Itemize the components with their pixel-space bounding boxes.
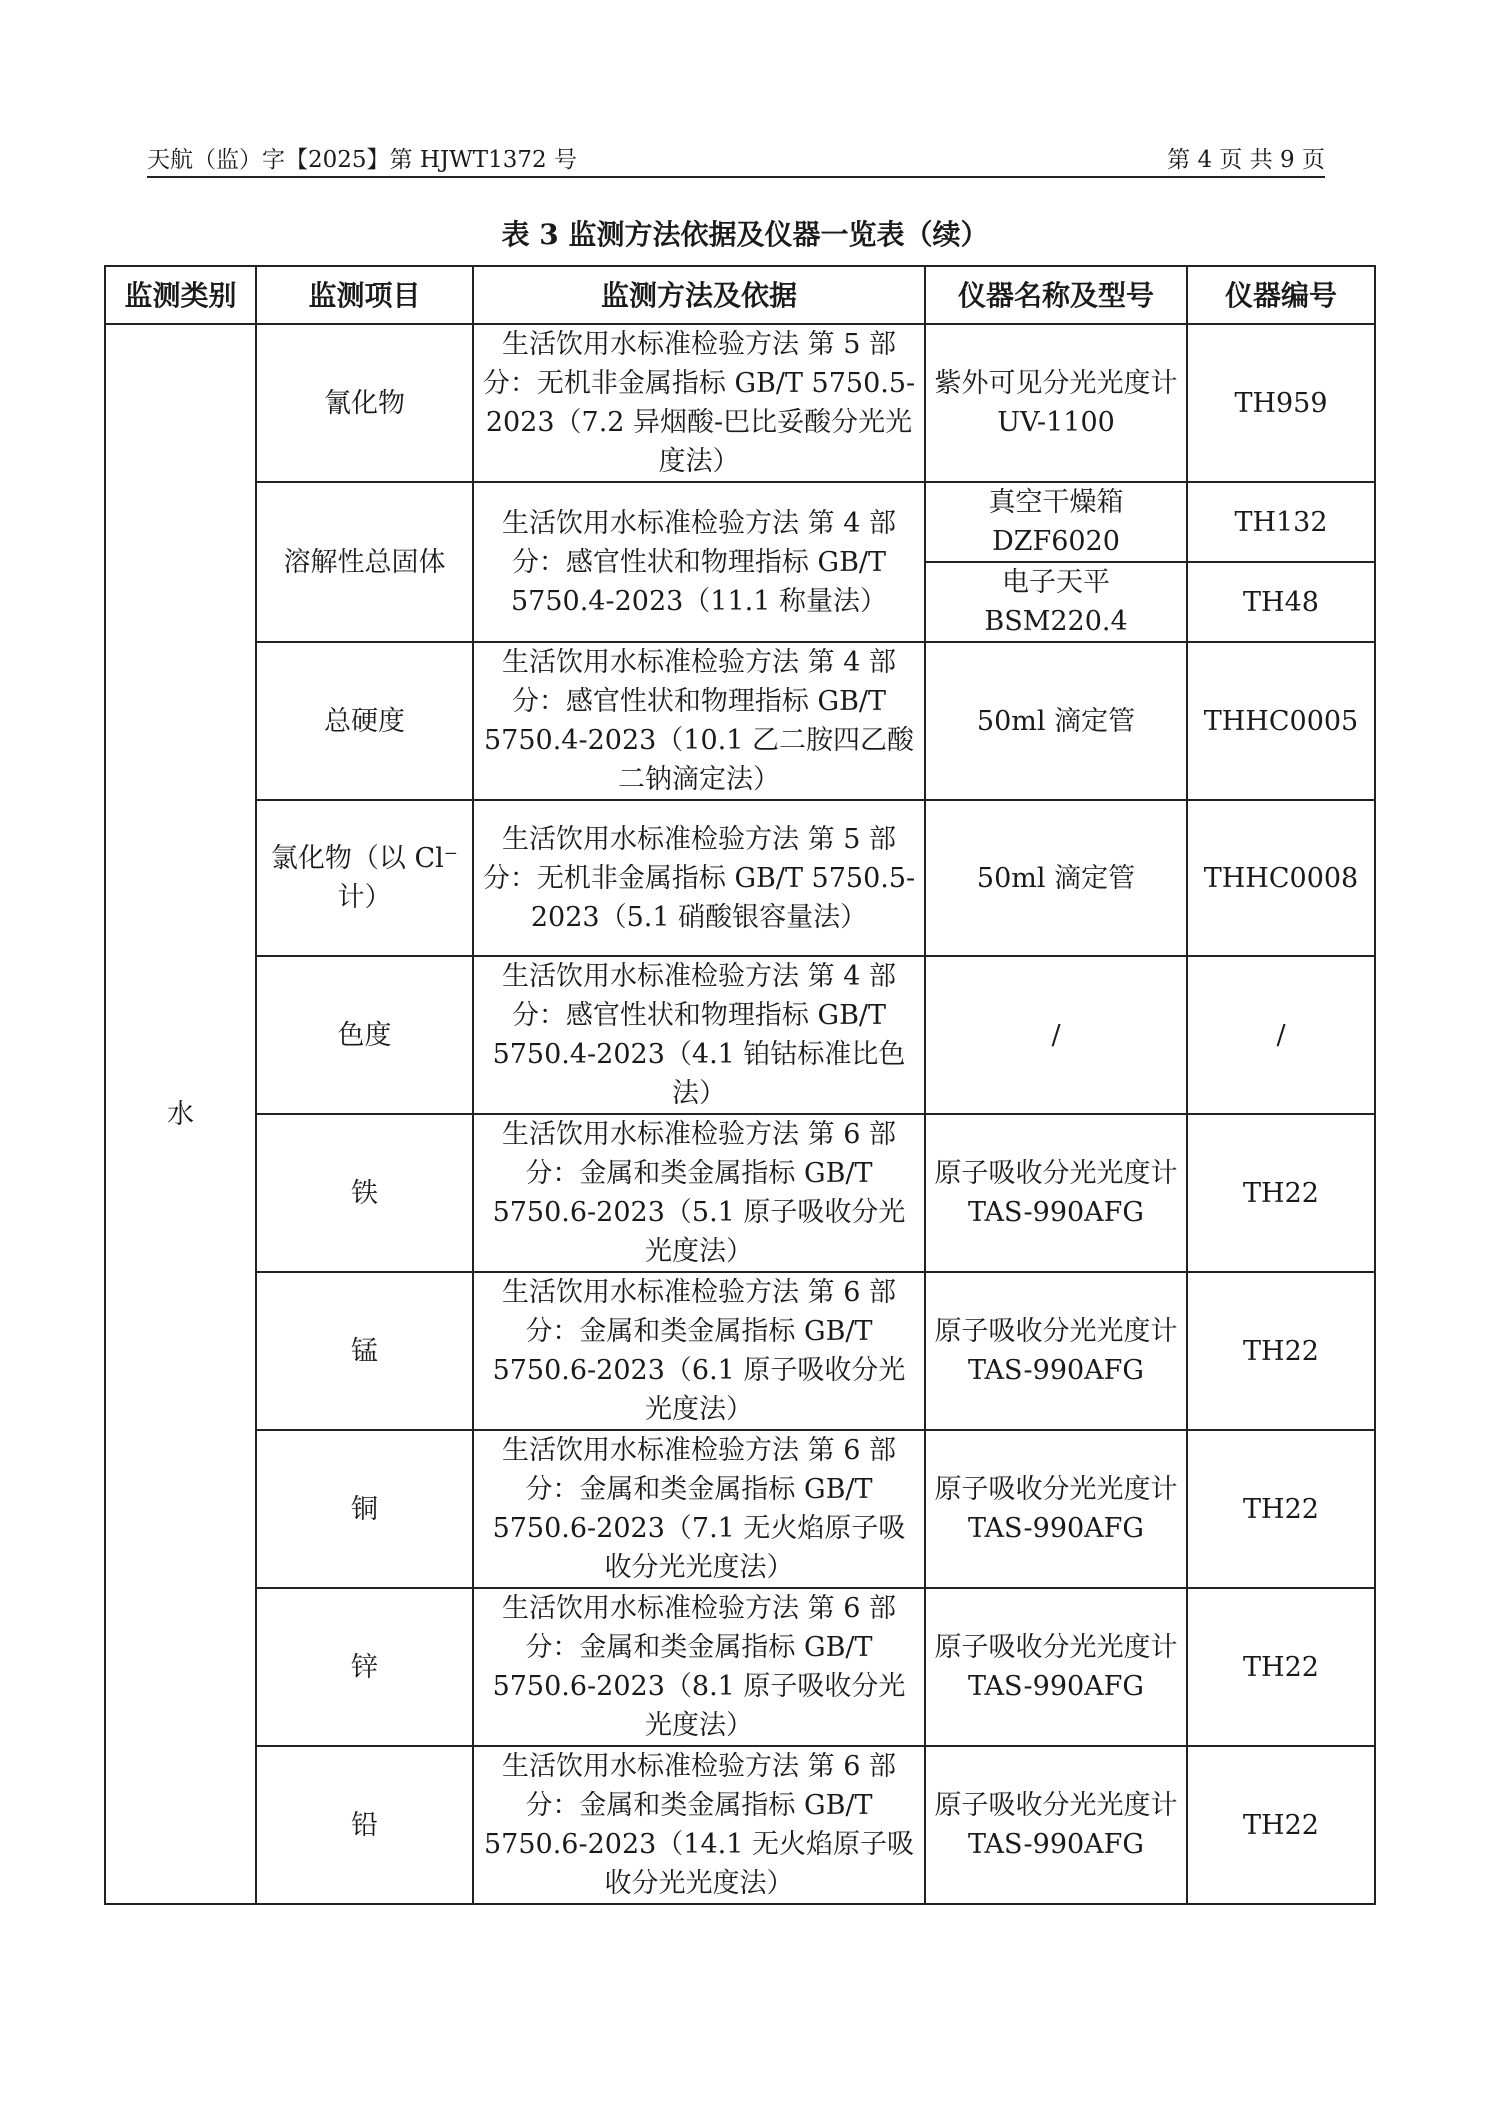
column-header: 仪器编号 — [1187, 266, 1375, 324]
item-cell: 铅 — [256, 1746, 473, 1904]
code-cell: TH22 — [1187, 1272, 1375, 1430]
item-cell: 铜 — [256, 1430, 473, 1588]
category-cell: 水 — [105, 324, 256, 1904]
table-row — [105, 1746, 1375, 1904]
instrument-cell: 原子吸收分光光度计 TAS-990AFG — [925, 1746, 1187, 1904]
method-cell: 生活饮用水标准检验方法 第 6 部分：金属和类金属指标 GB/T 5750.6-2023（8.1 原子吸收分光光度法） — [473, 1588, 925, 1746]
item-cell: 溶解性总固体 — [256, 482, 473, 642]
code-cell: TH959 — [1187, 324, 1375, 482]
column-header: 仪器名称及型号 — [925, 266, 1187, 324]
table-row — [105, 1430, 1375, 1588]
instrument-cell: / — [925, 956, 1187, 1114]
table-row — [105, 642, 1375, 800]
document-number: 天航（监）字【2025】第 HJWT1372 号 — [147, 147, 577, 173]
column-header: 监测方法及依据 — [473, 266, 925, 324]
table-row — [105, 482, 1375, 562]
instrument-cell: 原子吸收分光光度计 TAS-990AFG — [925, 1588, 1187, 1746]
item-cell: 锰 — [256, 1272, 473, 1430]
instrument-cell: 原子吸收分光光度计 TAS-990AFG — [925, 1430, 1187, 1588]
page-number: 第 4 页 共 9 页 — [1167, 147, 1325, 173]
code-cell: THHC0008 — [1187, 800, 1375, 956]
item-cell: 锌 — [256, 1588, 473, 1746]
instrument-cell: 50ml 滴定管 — [925, 800, 1187, 956]
table-row — [105, 1588, 1375, 1746]
method-cell: 生活饮用水标准检验方法 第 4 部分：感官性状和物理指标 GB/T 5750.4-2023（10.1 乙二胺四乙酸二钠滴定法） — [473, 642, 925, 800]
table-row — [105, 324, 1375, 482]
method-cell: 生活饮用水标准检验方法 第 6 部分：金属和类金属指标 GB/T 5750.6-2023（5.1 原子吸收分光光度法） — [473, 1114, 925, 1272]
monitoring-methods-table — [104, 265, 1376, 1905]
table-header-row — [105, 266, 1375, 324]
code-cell: TH22 — [1187, 1746, 1375, 1904]
page-header — [147, 138, 1325, 178]
code-cell: TH22 — [1187, 1114, 1375, 1272]
code-cell: TH22 — [1187, 1588, 1375, 1746]
instrument-cell: 50ml 滴定管 — [925, 642, 1187, 800]
instrument-cell: 原子吸收分光光度计 TAS-990AFG — [925, 1114, 1187, 1272]
method-cell: 生活饮用水标准检验方法 第 6 部分：金属和类金属指标 GB/T 5750.6-2023（7.1 无火焰原子吸收分光光度法） — [473, 1430, 925, 1588]
method-cell: 生活饮用水标准检验方法 第 6 部分：金属和类金属指标 GB/T 5750.6-2023（6.1 原子吸收分光光度法） — [473, 1272, 925, 1430]
method-cell: 生活饮用水标准检验方法 第 6 部分：金属和类金属指标 GB/T 5750.6-2023（14.1 无火焰原子吸收分光光度法） — [473, 1746, 925, 1904]
code-cell: TH22 — [1187, 1430, 1375, 1588]
table-caption: 表 3 监测方法依据及仪器一览表（续） — [501, 218, 989, 251]
code-cell: THHC0005 — [1187, 642, 1375, 800]
table-row — [105, 956, 1375, 1114]
instrument-cell: 电子天平 BSM220.4 — [925, 562, 1187, 642]
instrument-cell: 紫外可见分光光度计 UV-1100 — [925, 324, 1187, 482]
item-cell: 铁 — [256, 1114, 473, 1272]
method-cell: 生活饮用水标准检验方法 第 4 部分：感官性状和物理指标 GB/T 5750.4-2023（4.1 铂钴标准比色法） — [473, 956, 925, 1114]
code-cell: TH132 — [1187, 482, 1375, 562]
item-cell: 总硬度 — [256, 642, 473, 800]
instrument-cell: 原子吸收分光光度计 TAS-990AFG — [925, 1272, 1187, 1430]
item-cell: 氰化物 — [256, 324, 473, 482]
method-cell: 生活饮用水标准检验方法 第 5 部分：无机非金属指标 GB/T 5750.5-2023（7.2 异烟酸-巴比妥酸分光光度法） — [473, 324, 925, 482]
table-row — [105, 800, 1375, 956]
table-row — [105, 1272, 1375, 1430]
method-cell: 生活饮用水标准检验方法 第 4 部分：感官性状和物理指标 GB/T 5750.4-2023（11.1 称量法） — [473, 482, 925, 642]
column-header: 监测项目 — [256, 266, 473, 324]
table-row — [105, 1114, 1375, 1272]
code-cell: / — [1187, 956, 1375, 1114]
method-cell: 生活饮用水标准检验方法 第 5 部分：无机非金属指标 GB/T 5750.5-2023（5.1 硝酸银容量法） — [473, 800, 925, 956]
item-cell: 色度 — [256, 956, 473, 1114]
item-cell: 氯化物（以 Cl⁻计） — [256, 800, 473, 956]
column-header: 监测类别 — [105, 266, 256, 324]
code-cell: TH48 — [1187, 562, 1375, 642]
instrument-cell: 真空干燥箱 DZF6020 — [925, 482, 1187, 562]
